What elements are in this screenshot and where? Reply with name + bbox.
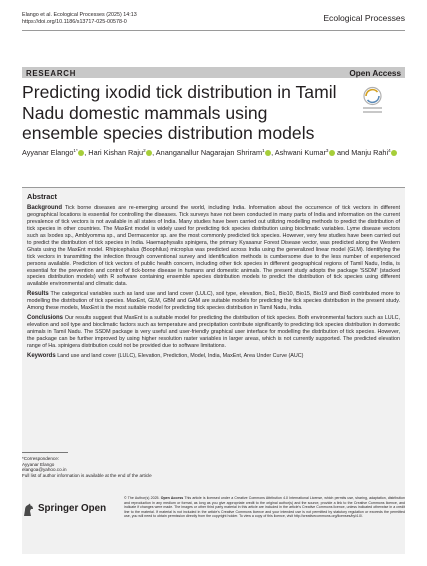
correspondence-block <box>22 452 152 479</box>
author-affiliation: 4 <box>388 148 391 153</box>
author-affiliation: 1* <box>73 148 78 153</box>
article-type-label: RESEARCH <box>26 69 77 78</box>
publisher-name <box>38 503 106 514</box>
author-affiliation: 2 <box>143 148 146 153</box>
author-affiliation: 3 <box>325 148 329 153</box>
orcid-icon[interactable] <box>391 150 397 156</box>
springer-horse-icon <box>22 503 35 517</box>
journal-name: Ecological Processes <box>323 13 405 23</box>
footnote-divider <box>22 452 68 453</box>
author-name: Manju Rahi <box>351 148 389 157</box>
article-type-banner <box>22 67 405 78</box>
publisher-name-rest: Open <box>78 503 107 514</box>
check-for-updates-icon[interactable] <box>360 86 385 116</box>
orcid-icon[interactable] <box>78 150 84 156</box>
abstract-keywords <box>27 353 400 360</box>
correspondence-label: *Correspondence: <box>22 456 60 461</box>
correspondence-email[interactable]: elangoa@yahoo.co.in <box>22 467 67 473</box>
background-text: Tick borne diseases are re-emerging around the world, including India. Information about the occurrence of tick vectors in different geographical locations is essential for controlling the diseases. Tick surveys have not been conducted in many parts of India and information on the current prevalence of tick vectors is not available in all states of India. Many studies have been carried out utilizing modelling methods to predict the distribution of tick species in other countries. The MaxEnt model is widely used for predicting tick species distribution using bioclimatic variables. Lyme disease vectors such as Ixodes sp., Amblyomma sp., and Dermacentor sp. are the most commonly predicted tick species. However, very few studies have been carried out to predict the distribution of tick species in India. Haemaphysalis spinigera, the primary Kyasanur Forest Disease vector, was predicted along the Western Ghats using the MaxEnt model. Rhipicephalus (Boophilus) microplus was predicted across India using the generalized linear model (GLM). Identifying the tick vectors in transmitting the infection through conventional survey and identification methods is cumbersome due to the less number of experienced persons available. Prediction of tick vectors of public health concern, including other tick species in different geographical regions of Tamil Nadu, India, is essential for the prevention and control of tick-borne disease in humans and domestic animals. The present study adopts the package 'SSDM' (stacked species distribution models) with R software containing ensemble species distribution models to predict the distribution of tick species using different available environmental and climatic data. <box>27 204 400 288</box>
correspondence-name: Ayyanar Elango <box>22 461 55 467</box>
doi-link[interactable]: https://doi.org/10.1186/s13717-025-00578-0 <box>22 19 127 26</box>
results-label: Results <box>27 291 49 298</box>
citation-line: Elango et al. Ecological Processes (2025) 14:13 <box>22 12 137 18</box>
orcid-icon[interactable] <box>329 150 335 156</box>
abstract-background <box>27 205 400 288</box>
abstract-conclusions <box>27 315 400 350</box>
author-name: Ananganallur Nagarajan Shriram <box>155 148 263 157</box>
conclusions-text: Our results suggest that MaxEnt is a suitable model for predicting the distribution of tick species. Both environmental factors such as LULC, elevation and soil type and bioclimatic factors such as temperature and precipitation contribute significantly to predicting tick species distribution in domestic animals in Tamil Nadu. The SSDM package is very useful and user-friendly graphical user interface for modelling the distribution of tick species. However, the package can be further improved by using higher resolution raster variables in larger areas, which is not currently supported. The predicted elevation range of Ha. spinigera distribution could not be provided due to software limitations. <box>27 315 400 350</box>
results-text: The categorical variables such as land use and land cover (LULC), soil type, elevation, Bio1, Bio10, Bio15, Bio19 and Bio8 contributed more to modelling the distribution of tick species. MaxEnt, GLM, GBM and GAM are suitable models for predicting the tick species distribution in the present study. Among these models, MaxEnt is the most suitable model for predicting tick species distribution in Tamil Nadu, India. <box>27 291 400 312</box>
publisher-logo[interactable] <box>22 502 118 517</box>
abstract-heading: Abstract <box>27 192 57 201</box>
background-label: Background <box>27 204 63 211</box>
license-text: This article is licensed under a Creative Commons Attribution 4.0 International License, which permits use, sharing, adaptation, distribution and reproduction in any medium or format, as long as you give appropriate credit to the original author(s) and the source, provide a link to the Creative Commons licence, and indicate if changes were made. The images or other third party material in this article are included in the article's Creative Commons licence, unless indicated otherwise in a credit line to the material. If material is not included in the article's Creative Commons licence and your intended use is not permitted by statutory regulation or exceeds the permitted use, you will need to obtain permission directly from the copyright holder. To view a copy of this licence, visit http://creativecommons.org/licenses/by/4.0/. <box>124 496 406 518</box>
license-lead: © The Author(s) 2025. <box>124 496 160 500</box>
license-statement <box>124 496 405 519</box>
author-affiliation: 1 <box>262 148 265 153</box>
abstract-results <box>27 291 400 312</box>
header-divider <box>22 30 405 31</box>
author-connector: and <box>336 148 350 157</box>
keywords-label: Keywords <box>27 353 56 360</box>
open-access-label: Open Access <box>349 68 401 78</box>
publisher-name-bold: Springer <box>38 503 79 514</box>
keywords-text: Land use and land cover (LULC), Elevation, Prediction, Model, India, MaxEnt, Area Under Curve (AUC) <box>57 353 304 360</box>
article-title: Predicting ixodid tick distribution in Tamil Nadu domestic mammals using ensemble species distribution models <box>22 82 337 144</box>
author-list: Ayyanar Elango$^{1*}$ , Hari Kishan Raju$^2$ , Ananganallur Nagarajan Shriram$^1$ , Ashwani Kumar$^3$ and Manju Rahi$^4$ <box>22 146 404 159</box>
orcid-icon[interactable] <box>146 150 152 156</box>
conclusions-label: Conclusions <box>27 315 64 322</box>
author-name: Hari Kishan Raju <box>88 148 144 157</box>
license-open-access: Open Access <box>160 496 184 500</box>
author-name: Ashwani Kumar <box>274 148 326 157</box>
author-name: Ayyanar Elango <box>22 148 74 157</box>
running-header <box>22 12 137 26</box>
author-info-note: Full list of author information is available at the end of the article <box>22 473 152 479</box>
orcid-icon[interactable] <box>265 150 271 156</box>
